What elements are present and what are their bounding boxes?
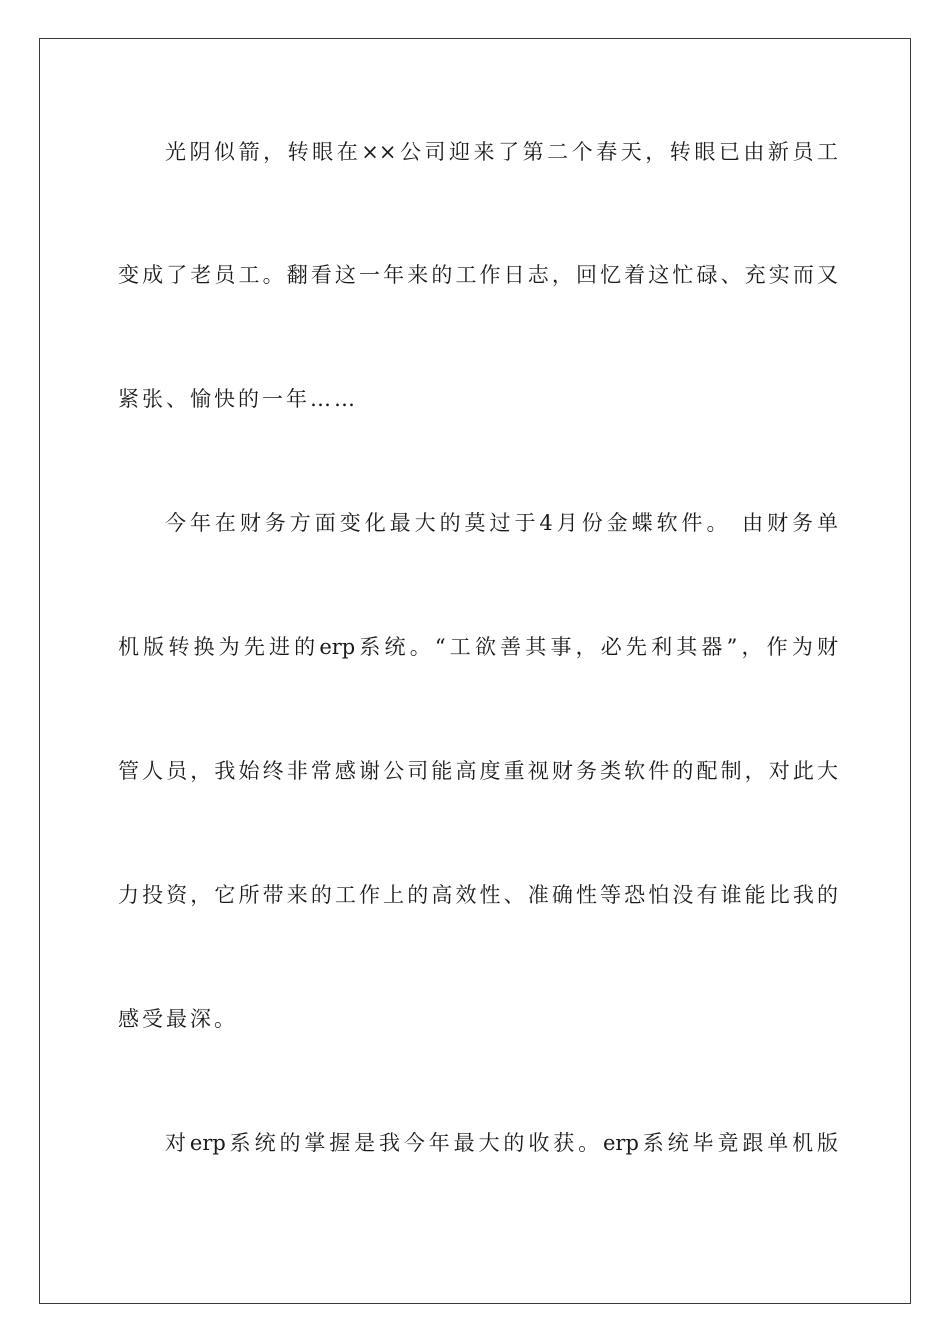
paragraph-2-line-3: 管人员，我始终非常感谢公司能高度重视财务类软件的配制，对此大 <box>118 759 838 783</box>
page-border <box>39 38 911 1304</box>
paragraph-1-line-2: 变成了老员工。翻看这一年来的工作日志，回忆着这忙碌、充实而又 <box>118 263 838 287</box>
paragraph-2-line-5: 感受最深。 <box>118 1007 238 1031</box>
paragraph-2-line-2: 机版转换为先进的erp系统。“工欲善其事，必先利其器”，作为财 <box>118 635 838 659</box>
paragraph-2-line-1: 今年在财务方面变化最大的莫过于4月份金蝶软件。 由财务单 <box>165 511 838 535</box>
paragraph-2-line-4: 力投资，它所带来的工作上的高效性、准确性等恐怕没有谁能比我的 <box>118 883 838 907</box>
paragraph-3-line-1: 对erp系统的掌握是我今年最大的收获。erp系统毕竟跟单机版 <box>165 1131 838 1155</box>
paragraph-1-line-3: 紧张、愉快的一年…… <box>118 387 358 411</box>
paragraph-1-line-1: 光阴似箭，转眼在××公司迎来了第二个春天，转眼已由新员工 <box>165 140 838 164</box>
